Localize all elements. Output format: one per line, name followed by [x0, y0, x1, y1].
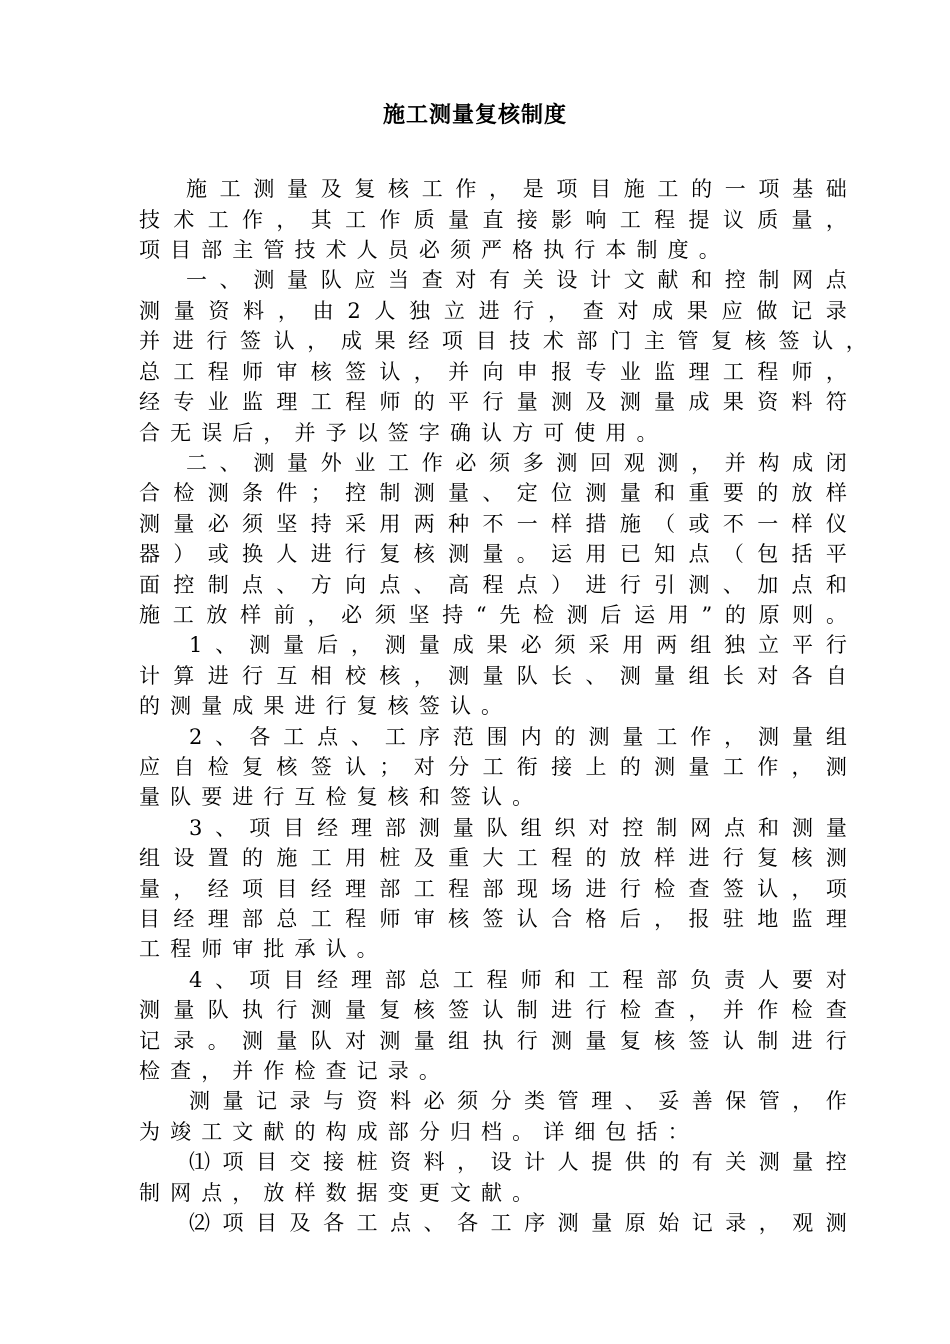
text-line: 量 ， 经 项 目 经 理 部 工 程 部 现 场 进 行 检 查 签 认 ， 项 [139, 877, 847, 901]
text-line: 量 队 要 进 行 互 检 复 核 和 签 认 。 [139, 785, 534, 809]
text-line: 施 工 测 量 及 复 核 工 作 ， 是 项 目 施 工 的 一 项 基 础 [186, 177, 847, 201]
text-line: 面 控 制 点 、 方 向 点 、 高 程 点 ） 进 行 引 测 、 加 点 和 [139, 573, 847, 597]
text-line: 4 、 项 目 经 理 部 总 工 程 师 和 工 程 部 负 责 人 要 对 [189, 968, 847, 992]
text-line: 1 、 测 量 后 ， 测 量 成 果 必 须 采 用 两 组 独 立 平 行 [189, 633, 847, 657]
text-line: ⑵ 项 目 及 各 工 点 、 各 工 序 测 量 原 始 记 录 ， 观 测 [189, 1211, 847, 1235]
text-line: 测 量 资 料 ， 由 2 人 独 立 进 行 ， 查 对 成 果 应 做 记 录 [139, 299, 847, 323]
text-line: 器 ） 或 换 人 进 行 复 核 测 量 。 运 用 已 知 点 （ 包 括 平 [139, 542, 847, 566]
text-line: 二 、 测 量 外 业 工 作 必 须 多 测 回 观 测 ， 并 构 成 闭 [186, 451, 847, 475]
text-line: 2 、 各 工 点 、 工 序 范 围 内 的 测 量 工 作 ， 测 量 组 [189, 725, 847, 749]
text-line: 记 录 。 测 量 队 对 测 量 组 执 行 测 量 复 核 签 认 制 进 行 [139, 1029, 847, 1053]
text-line: 总 工 程 师 审 核 签 认 ， 并 向 申 报 专 业 监 理 工 程 师 ， [139, 360, 847, 384]
text-line: 为 竣 工 文 献 的 构 成 部 分 归 档 。 详 细 包 括 ： [139, 1120, 689, 1144]
text-line: ⑴ 项 目 交 接 桩 资 料 ， 设 计 人 提 供 的 有 关 测 量 控 [189, 1150, 847, 1174]
text-line: 测 量 记 录 与 资 料 必 须 分 类 管 理 、 妥 善 保 管 ， 作 [189, 1089, 847, 1113]
text-line: 的 测 量 成 果 进 行 复 核 签 认 。 [139, 694, 503, 718]
text-line: 计 算 进 行 互 相 校 核 ， 测 量 队 长 、 测 量 组 长 对 各 自 [139, 664, 847, 688]
text-line: 合 检 测 条 件 ； 控 制 测 量 、 定 位 测 量 和 重 要 的 放 样 [139, 481, 847, 505]
text-line: 3 、 项 目 经 理 部 测 量 队 组 织 对 控 制 网 点 和 测 量 [189, 816, 847, 840]
text-line: 项 目 部 主 管 技 术 人 员 必 须 严 格 执 行 本 制 度 。 [139, 238, 720, 262]
text-line: 一 、 测 量 队 应 当 查 对 有 关 设 计 文 献 和 控 制 网 点 [186, 268, 847, 292]
text-line: 制 网 点 ， 放 样 数 据 变 更 文 献 。 [139, 1181, 534, 1205]
text-line: 施 工 放 样 前 ， 必 须 坚 持 “ 先 检 测 后 运 用 ” 的 原 则 。 [139, 603, 847, 627]
text-line: 合 无 误 后 ， 并 予 以 签 字 确 认 方 可 使 用 。 [139, 421, 658, 445]
text-line: 并 进 行 签 认 ， 成 果 经 项 目 技 术 部 门 主 管 复 核 签 认 ， [139, 329, 867, 353]
text-line: 工 程 师 审 批 承 认 。 [139, 937, 378, 961]
text-line: 测 量 队 执 行 测 量 复 核 签 认 制 进 行 检 查 ， 并 作 检 查 [139, 998, 847, 1022]
text-line: 应 自 检 复 核 签 认 ； 对 分 工 衔 接 上 的 测 量 工 作 ， 测 [139, 755, 847, 779]
text-line: 技 术 工 作 ， 其 工 作 质 量 直 接 影 响 工 程 提 议 质 量 ， [139, 208, 847, 232]
text-line: 目 经 理 部 总 工 程 师 审 核 签 认 合 格 后 ， 报 驻 地 监 理 [139, 907, 847, 931]
text-line: 组 设 置 的 施 工 用 桩 及 重 大 工 程 的 放 样 进 行 复 核 测 [139, 846, 847, 870]
text-line: 经 专 业 监 理 工 程 师 的 平 行 量 测 及 测 量 成 果 资 料 符 [139, 390, 847, 414]
text-line: 检 查 ， 并 作 检 查 记 录 。 [139, 1059, 440, 1083]
text-line: 测 量 必 须 坚 持 采 用 两 种 不 一 样 措 施 （ 或 不 一 样 仪 [139, 512, 847, 536]
document-title: 施工测量复核制度 [382, 102, 567, 128]
